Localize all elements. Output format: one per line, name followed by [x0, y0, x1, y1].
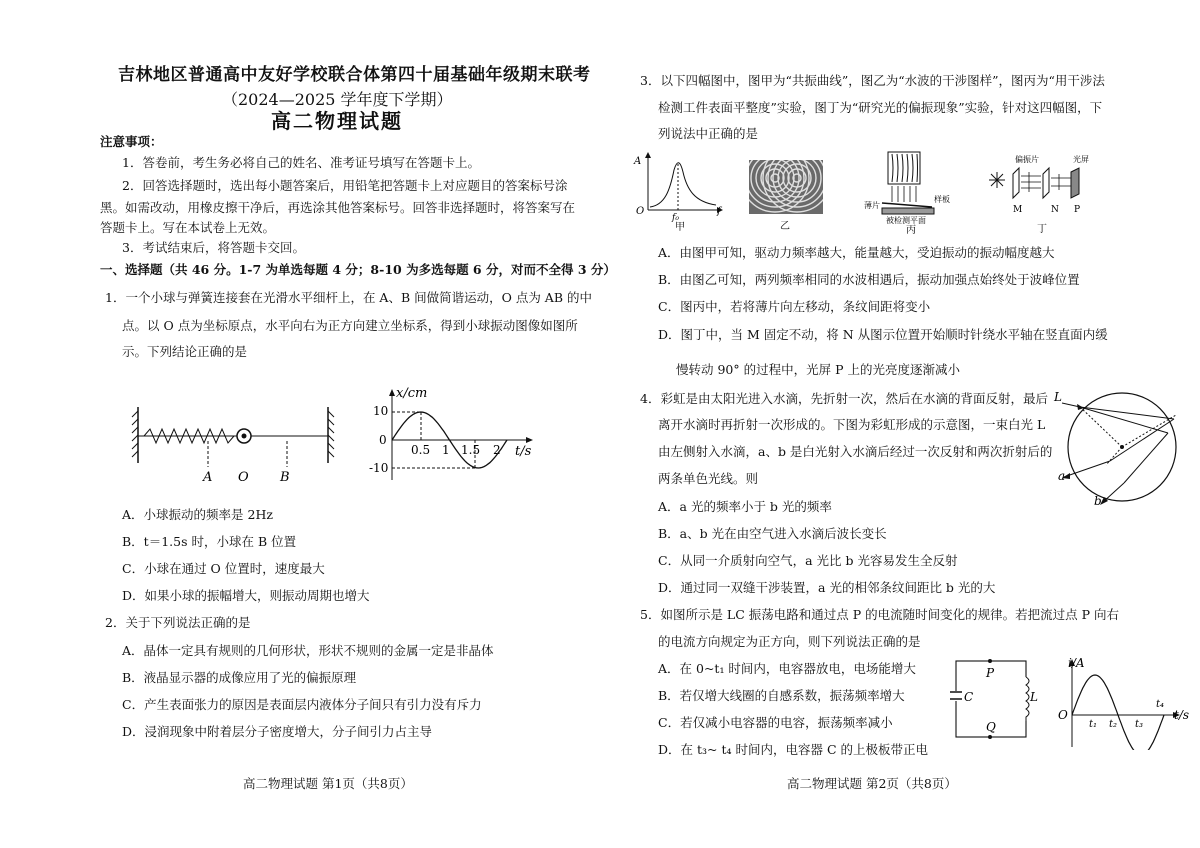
notice-item: 3．考试结束后，将答题卡交回。 [122, 240, 305, 255]
svg-text:M: M [1013, 205, 1023, 215]
q4-stem: 4．彩虹是由太阳光进入水滴，先折射一次，然后在水滴的背面反射，最后 [640, 391, 1048, 406]
q4-option: C．从同一介质射向空气，a 光比 b 光容易发生全反射 [658, 553, 958, 568]
raindrop-figure [1050, 385, 1180, 510]
x-tick: 1 [442, 443, 450, 457]
lc-circuit-figure [942, 655, 1042, 747]
paper-title: 高二物理试题 [271, 109, 403, 133]
x-tick: 0.5 [411, 443, 431, 457]
notice-item: 1．答卷前，考生务必将自己的姓名、准考证号填写在答题卡上。 [122, 155, 480, 170]
svg-text:t₃: t₃ [1135, 719, 1144, 730]
q1-option: B．t＝1.5s 时，小球在 B 位置 [122, 534, 297, 549]
fig-ding-label: 丁 [1037, 224, 1047, 234]
q4-stem: 两条单色光线。则 [658, 471, 759, 486]
wedge-interference-figure [862, 150, 962, 234]
svg-text:f₀: f₀ [672, 213, 679, 223]
svg-text:b: b [1094, 494, 1102, 508]
graph-ylabel: x/cm [396, 386, 428, 401]
notice-item: 答题卡上。写在本试卷上无效。 [100, 220, 276, 235]
q5-option: D．在 t₃~ t₄ 时间内，电容器 C 的上极板带正电 [658, 742, 928, 757]
x-tick: 1.5 [461, 443, 481, 457]
svg-text:A: A [634, 156, 642, 167]
resonance-curve-figure [630, 150, 730, 232]
q5-option: B．若仅增大线圈的自感系数，振荡频率增大 [658, 688, 905, 703]
q2-option: B．液晶显示器的成像应用了光的偏振原理 [122, 670, 357, 685]
q3-stem: 列说法中正确的是 [658, 126, 759, 141]
q1-option: A．小球振动的频率是 2Hz [122, 507, 273, 522]
q5-option: C．若仅减小电容器的电容，振荡频率减小 [658, 715, 893, 730]
svg-text:光屏: 光屏 [1073, 155, 1089, 164]
q4-stem: 由左侧射入水滴，a、b 是白光射入水滴后经过一次反射和两次折射后的 [658, 444, 1053, 459]
q1-stem: 点。以 O 点为坐标原点，水平向右为正方向建立坐标系，得到小球振动图像如图所 [122, 318, 578, 333]
q5-option: A．在 0~t₁ 时间内，电容器放电，电场能增大 [658, 661, 916, 676]
exam-year: （2024—2025 学年度下学期） [222, 90, 453, 109]
y-tick: 0 [379, 433, 387, 447]
svg-text:样板: 样板 [934, 195, 950, 204]
svg-text:N: N [1051, 205, 1059, 215]
q2-option: D．浸润现象中附着层分子密度增大，分子间引力占主导 [122, 724, 433, 739]
section-heading: 一、选择题（共 46 分。1-7 为单选每题 4 分；8-10 为多选每题 6 分，对而不全得 3 分） [100, 262, 616, 277]
svg-text:P: P [986, 666, 995, 680]
q3-option: D．图丁中，当 M 固定不动，将 N 从图示位置开始顺时针绕水平轴在竖直面内缓 [658, 327, 1108, 342]
q4-option: A．a 光的频率小于 b 光的频率 [658, 499, 832, 514]
q5-stem: 5．如图所示是 LC 振荡电路和通过点 P 的电流随时间变化的规律。若把流过点 P 向右 [640, 607, 1119, 622]
svg-text:t₁: t₁ [1089, 719, 1098, 730]
graph-xlabel: t/s [515, 444, 532, 459]
q3-option: B．由图乙可知，两列频率相同的水波相遇后，振动加强点始终处于波峰位置 [658, 272, 1080, 287]
q2-option: C．产生表面张力的原因是表面层内液体分子间只有引力没有斥力 [122, 697, 482, 712]
svg-text:O: O [1058, 708, 1068, 722]
svg-text:Q: Q [986, 720, 996, 734]
q2-stem: 2．关于下列说法正确的是 [105, 615, 251, 630]
svg-text:L: L [1030, 690, 1038, 704]
q5-stem: 的电流方向规定为正方向，则下列说法正确的是 [658, 634, 921, 649]
spring-figure [130, 405, 345, 485]
q1-stem: 1．一个小球与弹簧连接套在光滑水平细杆上，在 A、B 间做简谐运动，O 点为 AB 的中 [105, 290, 592, 305]
svg-text:被检测平面: 被检测平面 [886, 216, 926, 225]
svg-text:i/A: i/A [1068, 656, 1085, 670]
polarization-figure [975, 150, 1100, 234]
q2-option: A．晶体一定具有规则的几何形状，形状不规则的金属一定是非晶体 [122, 643, 494, 658]
y-tick: -10 [369, 461, 389, 475]
q4-option: B．a、b 光在由空气进入水滴后波长变长 [658, 526, 887, 541]
page-footer-right: 高二物理试题 第2页（共8页） [787, 776, 957, 791]
point-a-label: A [203, 470, 213, 485]
q3-option: C．图丙中，若将薄片向左移动，条纹间距将变小 [658, 299, 931, 314]
fig-yi-label: 乙 [780, 221, 790, 232]
svg-text:偏振片: 偏振片 [1015, 155, 1039, 164]
page-footer-left: 高二物理试题 第1页（共8页） [243, 776, 413, 791]
exam-title: 吉林地区普通高中友好学校联合体第四十届基础年级期末联考 [118, 65, 591, 85]
q4-stem: 离开水滴时再折射一次形成的。下图为彩虹形成的示意图，一束白光 L [658, 417, 1046, 432]
q4-option: D．通过同一双缝干涉装置，a 光的相邻条纹间距比 b 光的大 [658, 580, 996, 595]
q3-stem: 3．以下四幅图中，图甲为“共振曲线”，图乙为“水波的干涉图样”，图丙为“用干涉法 [640, 73, 1105, 88]
svg-text:C: C [964, 690, 974, 704]
q3-stem: 检测工件表面平整度”实验，图丁为“研究光的偏振现象”实验，针对这四幅图，下 [658, 100, 1103, 115]
vibration-graph [365, 385, 540, 485]
fig-jia-label: 甲 [675, 222, 685, 232]
interference-photo [749, 160, 823, 214]
svg-text:P: P [1074, 205, 1081, 215]
q1-option: C．小球在通过 O 位置时，速度最大 [122, 561, 325, 576]
fig-bing-label: 丙 [906, 225, 916, 234]
point-o-label: O [238, 470, 249, 485]
q1-stem: 示。下列结论正确的是 [122, 344, 248, 359]
svg-text:L: L [1054, 390, 1062, 404]
q3-option: A．由图甲可知，驱动力频率越大，能量越大，受迫振动的振动幅度越大 [658, 245, 1055, 260]
notice-item: 2．回答选择题时，选出每小题答案后，用铅笔把答题卡上对应题目的答案标号涂 [122, 178, 568, 193]
y-tick: 10 [373, 404, 389, 418]
x-tick: 2 [493, 443, 501, 457]
q1-option: D．如果小球的振幅增大，则振动周期也增大 [122, 588, 370, 603]
notice-heading: 注意事项： [100, 134, 163, 149]
svg-text:a: a [1058, 469, 1066, 483]
svg-text:f: f [717, 206, 721, 217]
q3-option-cont: 慢转动 90° 的过程中，光屏 P 上的光亮度逐渐减小 [676, 362, 960, 377]
svg-text:t₂: t₂ [1109, 719, 1118, 730]
svg-text:O: O [636, 206, 645, 217]
svg-text:薄片: 薄片 [864, 201, 880, 210]
point-b-label: B [280, 470, 290, 485]
svg-text:t/s: t/s [1174, 708, 1190, 722]
svg-text:t₄: t₄ [1156, 699, 1165, 710]
current-graph [1052, 655, 1192, 750]
notice-item: 黑。如需改动，用橡皮擦干净后，再选涂其他答案标号。回答非选择题时，将答案写在 [100, 200, 576, 215]
